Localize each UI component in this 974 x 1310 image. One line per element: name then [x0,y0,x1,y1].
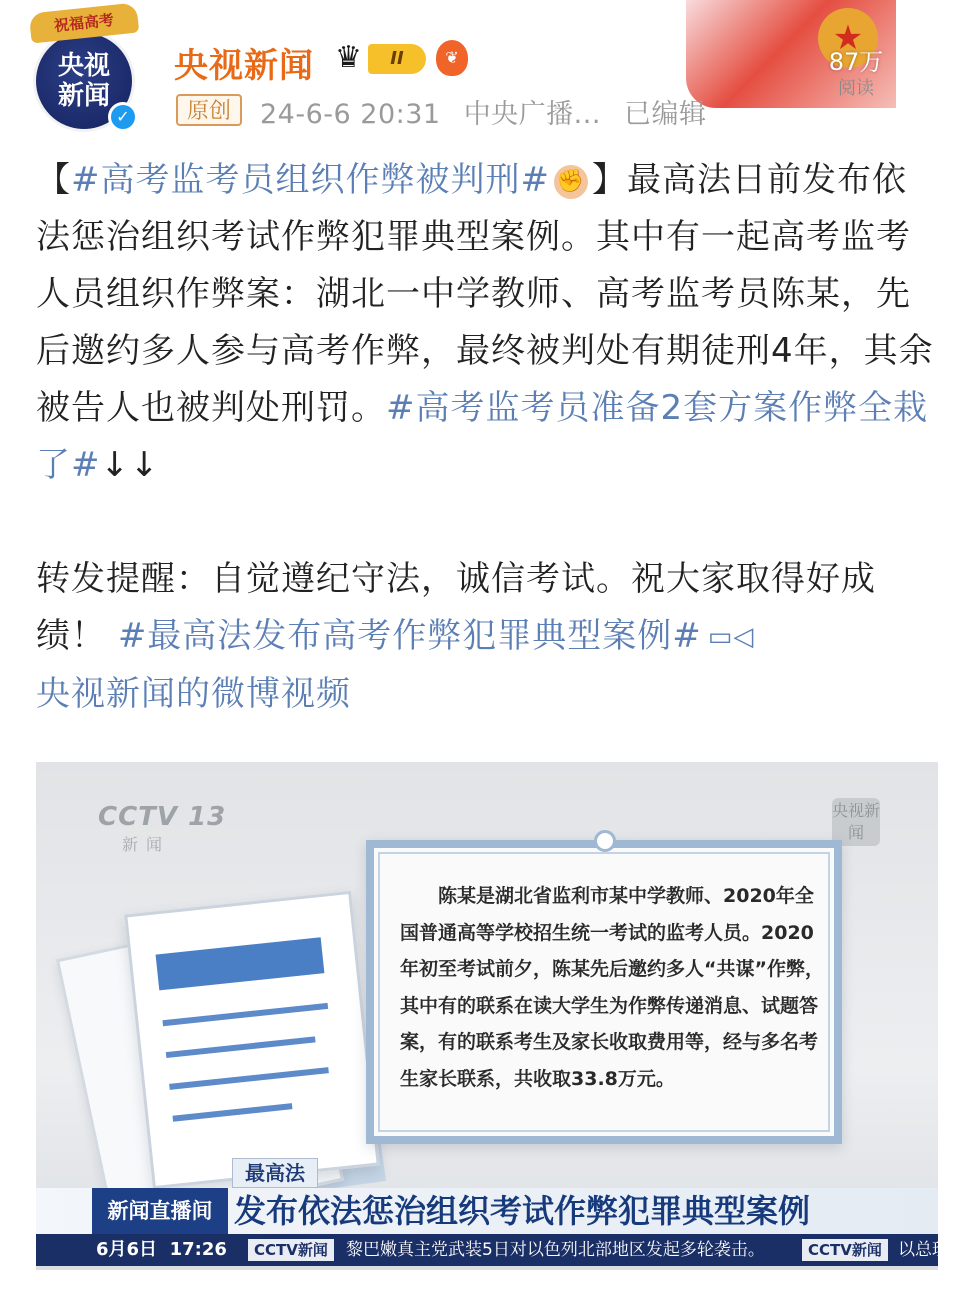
vip-crown-icon: ♛ [335,40,362,75]
arrows-text: ↓↓ [100,445,160,485]
document-illustration [124,891,380,1189]
avatar-logo-text: 央视 新闻 [57,51,110,111]
ticker-text: 黎巴嫩真主党武装5日对以色列北部地区发起多轮袭击。 [346,1240,765,1260]
video-headline: 发布依法惩治组织考试作弊犯罪典型案例 [234,1192,811,1230]
read-label: 阅读 [838,78,874,99]
read-count: 87万 [828,48,884,76]
post-date: 24-6-6 20:31 [260,99,441,130]
page-bottom [0,1270,974,1310]
cctv-channel-sub: 新闻 [122,835,171,854]
vip-level-badge[interactable]: II [368,44,426,74]
video-player[interactable] [36,762,949,1270]
emblem-icon: ★ [818,8,878,68]
avatar-ribbon: 祝福高考 [29,2,140,43]
fist-emoji-icon: ✊ [554,165,588,199]
ticker-tail-text: 以总理 [898,1240,949,1260]
quote-text: 陈某是湖北省监利市某中学教师、2020年全国普通高等学校招生统一考试的监考人员。2020年初至考试前夕，陈某先后邀约多人“共谋”作弊，其中有的联系在读大学生为作弊传递消息、试题答案，有的联系考生及家长收取费用等，经与多名考生家长联系，共收取33.8万元。 [400,885,824,1090]
fan-badge-icon[interactable]: ❦ [436,40,468,76]
verified-badge-icon: ✓ [108,102,138,132]
original-tag: 原创 [176,94,242,126]
ticker-cctv-logo: CCTV新闻 [802,1239,888,1261]
hashtag-link[interactable]: #最高法发布高考作弊犯罪典型案例# [117,616,702,656]
pin-icon [594,830,616,852]
hashtag-link[interactable]: #高考监考员准备2套方案作弊全栽了# [36,388,929,485]
edited-label[interactable]: 已编辑 [624,99,707,130]
post-paragraph-2 [36,551,936,723]
post-body [36,152,936,723]
post-source: 中央广播... [463,99,601,130]
post-paragraph-1: 【#高考监考员组织作弊被判刑# ✊ 】最高法日前发布依法惩治组织考试作弊犯罪典型案例。其中有一起高考监考人员组织作弊案：湖北一中学教师、高考监考员陈某，先后邀约多人参与高考作弊，最终被判处有期徒刑4年，其余被告人也被判处刑罚。#高考监考员准备2套方案作弊全栽了#↓↓ [36,160,934,485]
post-text: 最高法日前发布依法惩治组织考试作弊犯罪典型案例。其中有一起高考监考人员组织作弊案：湖北一中学教师、高考监考员陈某，先后邀约多人参与高考作弊，最终被判处有期徒刑4年，其余被告人也被判处刑罚。 [36,160,934,428]
video-camera-icon: ▭◁ [707,622,755,652]
program-name: 新闻直播间 [92,1188,228,1234]
quote-card [366,840,842,1144]
hashtag-link[interactable]: #高考监考员组织作弊被判刑# [71,160,550,200]
post-text: 转发提醒：自觉遵纪守法，诚信考试。祝大家取得好成绩！ [36,559,876,656]
post-meta [260,92,721,131]
ticker-datetime: 6月6日 17:26 [96,1239,227,1260]
source-tag: 最高法 [232,1158,318,1188]
account-name[interactable]: 央视新闻 [174,46,314,86]
corner-logo: 央视新闻 [832,798,880,846]
video-link[interactable]: 央视新闻的微博视频 [36,674,351,714]
ticker-cctv-logo: CCTV新闻 [248,1239,334,1261]
cctv-channel-logo: CCTV 13 [98,802,227,832]
